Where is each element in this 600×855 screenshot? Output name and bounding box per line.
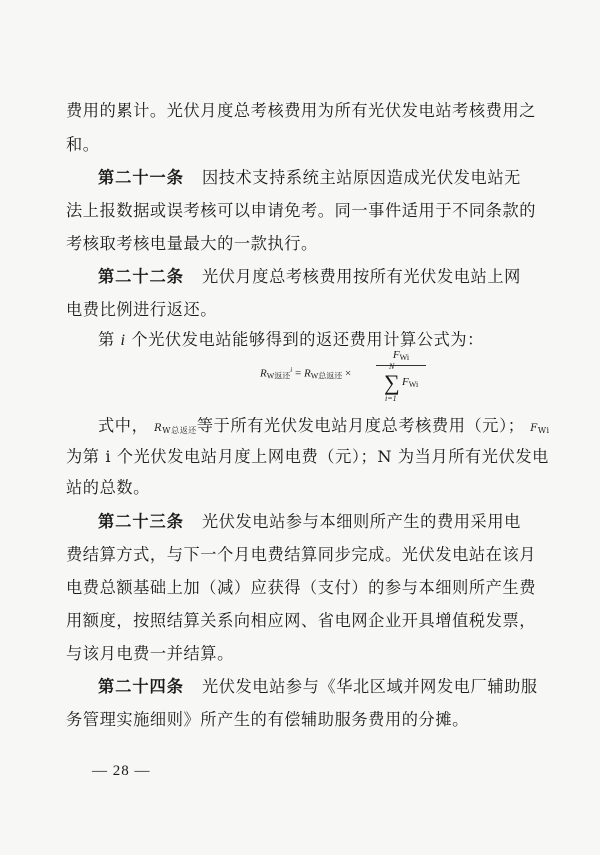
article-24 (98, 677, 536, 697)
article-23 (98, 512, 536, 532)
formula-symbol: R (260, 367, 267, 380)
article-text: 因技术支持系统主站原因造成光伏发电站无 (201, 168, 521, 187)
paragraph-line: 务管理实施细则》所产生的有偿辅助服务费用的分摊。 (66, 710, 469, 729)
fraction-bar (376, 365, 426, 366)
formula-symbol: R (303, 367, 311, 380)
formula-intro-prefix: 第 (98, 330, 115, 349)
article-text: 光伏发电站参与《华北区域并网发电厂辅助服 (201, 677, 538, 696)
explain-f-symbol (530, 423, 549, 434)
formula-subscript: Wi (399, 353, 410, 362)
sigma-icon: ∑ (384, 370, 400, 395)
article-title: 第二十四条 (98, 677, 184, 696)
paragraph-line: 与该月电费一并结算。 (66, 644, 234, 663)
paragraph-line: 电费总额基础上加（减）应获得（支付）的参与本细则所产生费 (66, 578, 537, 597)
formula-subscript: W总返还 (310, 371, 343, 381)
denominator-term (402, 376, 418, 389)
page-number: — 28 — (92, 763, 151, 779)
formula-numerator (376, 348, 426, 363)
paragraph-line: 费用的累计。光伏月度总考核费用为所有光伏发电站考核费用之 (66, 101, 537, 120)
article-21 (98, 168, 536, 188)
formula-times: × (345, 367, 352, 380)
paragraph-line: 法上报数据或误考核可以申请免考。同一事件适用于不同条款的 (66, 201, 537, 220)
formula-subscript: W返还 (266, 371, 291, 381)
article-title: 第二十二条 (98, 267, 184, 286)
explain-prefix: 式中， (98, 416, 149, 435)
formula-symbol: F (402, 376, 409, 388)
refund-formula (260, 344, 460, 406)
formula-symbol: F (392, 349, 400, 361)
paragraph-line: 为第 i 个光伏发电站月度上网电费（元）；N 为当月所有光伏发电 (66, 447, 549, 466)
explain-middle: 等于所有光伏发电站月度总考核费用（元）； (196, 416, 525, 435)
formula-equals: = (295, 367, 302, 380)
formula-subscript: Wi (408, 380, 419, 389)
formula-symbol: F (530, 423, 538, 434)
formula-symbol: R (154, 423, 163, 434)
variable-i: i (120, 331, 126, 349)
formula-superscript: i (290, 366, 293, 374)
article-text: 光伏发电站参与本细则所产生的费用采用电 (201, 512, 521, 531)
article-22 (98, 267, 536, 287)
explain-r-symbol (154, 423, 197, 434)
article-text: 光伏月度总考核费用按所有光伏发电站上网 (201, 267, 521, 286)
formula-fraction (376, 348, 426, 402)
sum-upper-limit: N (389, 362, 395, 371)
article-title: 第二十一条 (98, 168, 184, 187)
paragraph-line: 和。 (66, 135, 100, 154)
paragraph-line: 站的总数。 (66, 478, 150, 497)
formula-lhs (260, 366, 351, 382)
paragraph-line: 费结算方式，与下一个月电费结算同步完成。光伏发电站在该月 (66, 545, 537, 564)
formula-denominator (376, 362, 426, 403)
formula-subscript: W总返还 (162, 426, 197, 435)
formula-explanation (98, 416, 550, 441)
sum-lower-limit: i=1 (385, 394, 397, 403)
formula-subscript: Wi (537, 426, 550, 435)
paragraph-line: 电费比例进行返还。 (66, 300, 218, 319)
paragraph-line: 用额度，按照结算关系向相应网、省电网企业开具增值税发票， (66, 611, 537, 630)
article-title: 第二十三条 (98, 512, 184, 531)
paragraph-line: 考核取考核电量最大的一款执行。 (66, 234, 318, 253)
formula-intro-suffix: 个光伏发电站能够得到的返还费用计算公式为： (131, 330, 484, 349)
